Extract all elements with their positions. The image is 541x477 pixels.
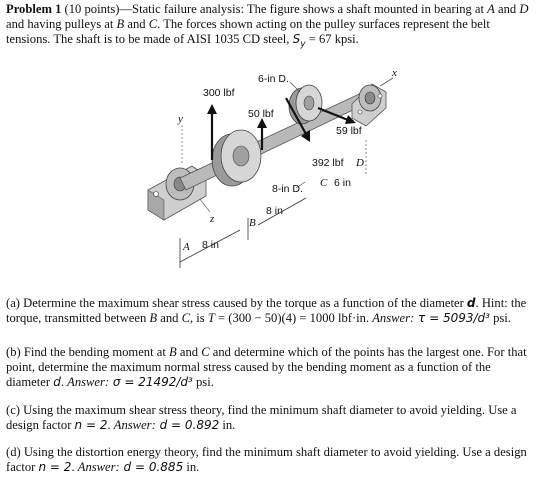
question-a-equation: = (300 − 50)(4) = 1000 lbf·in.: [214, 311, 373, 325]
problem-heading: Problem 1: [6, 2, 62, 16]
intro-text-1: The figure shows a shaft mounted in bearing at: [243, 2, 488, 16]
question-d-dot: .: [71, 460, 78, 474]
question-c-n: n = 2: [74, 418, 108, 432]
label-8in-ab: 8 in: [202, 239, 219, 251]
question-b-d: d: [53, 375, 61, 389]
problem-points: (10 points)—Static failure analysis:: [64, 2, 244, 16]
question-d-n: n = 2: [38, 460, 72, 474]
label-b: B: [249, 217, 256, 229]
intro-text-2: and having pulleys at: [6, 17, 117, 31]
label-6in: 6 in: [334, 177, 351, 189]
question-d-answer-label: Answer:: [77, 460, 120, 474]
question-b-answer: σ = 21492/d³: [109, 375, 193, 389]
label-d: D: [356, 157, 364, 169]
bearing-a-label: A: [487, 2, 495, 16]
x-axis-line: [380, 78, 393, 86]
question-a-unit: psi.: [489, 311, 511, 325]
yield-strength-value: = 67 kpsi.: [305, 32, 359, 46]
label-z-axis: z: [210, 213, 215, 225]
question-b-unit: psi.: [192, 375, 214, 389]
label-8in-bc: 8 in: [266, 205, 283, 217]
question-c: [6, 403, 536, 433]
question-a-answer-label: Answer:: [372, 311, 415, 325]
question-c-answer: d = 0.892: [155, 418, 220, 432]
question-d: [6, 445, 536, 475]
question-a-and: and: [157, 311, 182, 325]
yield-strength-subscript: y: [300, 39, 306, 50]
intro-and: and: [494, 2, 520, 16]
question-b-and: and: [176, 345, 202, 359]
yield-strength-symbol: S: [292, 32, 301, 46]
label-59-lbf: 59 lbf: [336, 125, 362, 137]
label-50-lbf: 50 lbf: [248, 108, 274, 120]
bearing-d: [352, 84, 386, 126]
question-b-c: C: [201, 345, 210, 359]
pulley-b-label: B: [116, 17, 125, 31]
question-b-text: (b) Find the bending moment at: [6, 345, 169, 359]
question-b-b: B: [169, 345, 177, 359]
question-a-answer: τ = 5093/d³: [414, 311, 490, 325]
label-c: C: [320, 177, 328, 189]
question-a-is: , is: [189, 311, 208, 325]
pulley-b: [212, 130, 261, 186]
question-b-rest: and determine which of the points has the largest one. For that point, determine the maximum normal stress caused by the bending moment as a function of the diameter: [6, 345, 527, 389]
force-300-arrowhead: [207, 104, 217, 114]
question-d-answer: d = 0.885: [119, 460, 184, 474]
question-d-unit: in.: [183, 460, 200, 474]
label-392-lbf: 392 lbf: [312, 157, 344, 169]
question-a: [6, 296, 536, 326]
question-a-t: T: [207, 311, 215, 325]
bearing-d-label: D: [519, 2, 529, 16]
label-6in-diameter: 6-in D.: [258, 73, 289, 85]
question-c-dot: .: [107, 418, 114, 432]
question-a-c: C: [181, 311, 190, 325]
question-a-hint: . Hint: the torque, transmitted between: [6, 296, 527, 325]
label-300-lbf: 300 lbf: [203, 87, 235, 99]
label-a: A: [183, 241, 190, 253]
question-c-answer-label: Answer:: [113, 418, 156, 432]
pulley-c-label: C: [148, 17, 158, 31]
question-a-d: d: [466, 296, 476, 310]
label-y-axis: y: [178, 113, 183, 125]
question-b-answer-label: Answer:: [67, 375, 110, 389]
label-x-axis: x: [392, 67, 397, 79]
question-c-unit: in.: [219, 418, 236, 432]
shaft: [180, 88, 378, 190]
intro-and-2: and: [124, 17, 149, 31]
question-d-text: (d) Using the distortion energy theory, find the minimum shaft diameter to avoid yielding. Use a design factor: [6, 445, 527, 474]
question-b: [6, 345, 536, 390]
intro-text-3: . The forces shown acting on the pulley surfaces represent the belt tensions. The shaft is to be made of AISI 1035 CD steel,: [6, 17, 490, 46]
question-a-text: (a) Determine the maximum shear stress caused by the torque as a function of the diameter: [6, 296, 467, 310]
label-8in-diameter: 8-in D.: [272, 183, 303, 195]
question-c-text: (c) Using the maximum shear stress theory, find the minimum shaft diameter to avoid yielding. Use a design factor: [6, 403, 517, 432]
question-b-dot: .: [60, 375, 68, 389]
question-a-b: B: [149, 311, 158, 325]
